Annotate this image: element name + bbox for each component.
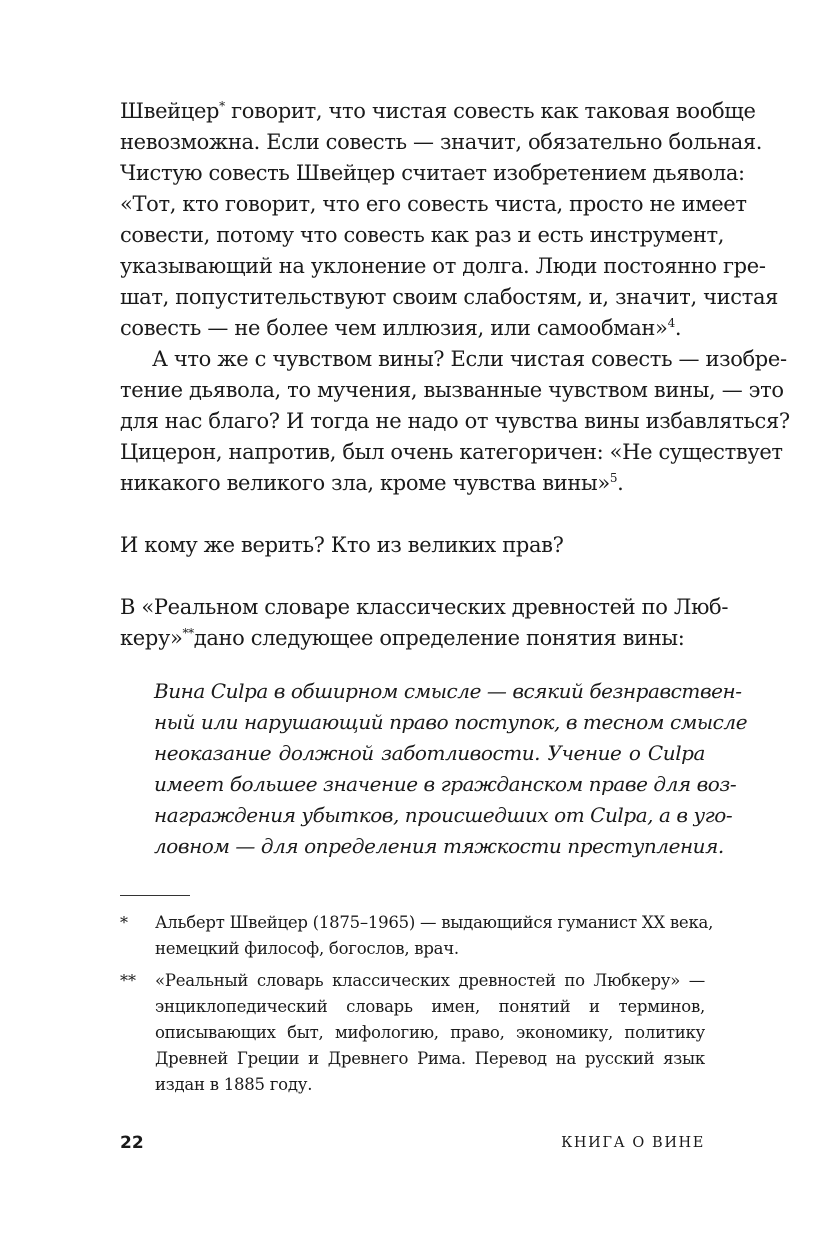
page-number: 22 [120, 1133, 144, 1153]
quote-line: Вина Culpa в обширном смысле — всякий безнравствен- [154, 679, 742, 703]
quote-line: неоказание должной заботливости. Учение о Culpa [154, 741, 705, 765]
footnote-line: издан в 1885 году. [155, 1075, 313, 1094]
endnote-ref: 4 [667, 316, 675, 330]
footnote-divider [120, 895, 190, 896]
text-line: для нас благо? И тогда не надо от чувства вины избавляться? [120, 409, 790, 433]
footnote-line: описывающих быт, мифологию, право, экономику, политику [155, 1023, 705, 1042]
footnote-2-mark: ** [120, 971, 136, 990]
text-line [120, 313, 705, 344]
footnote-line: немецкий философ, богослов, врач. [155, 939, 459, 958]
quote-line: ный или нарушающий право поступок, в тесном смысле [154, 710, 748, 734]
footnote-line: «Реальный словарь классических древностей по Любкеру» — [155, 971, 705, 990]
quote-line: награждения убытков, происшедших от Culpa, а в уго- [154, 803, 733, 827]
paragraph-2 [120, 344, 790, 499]
text-line: А что же с чувством вины? Если чистая совесть — изобре- [152, 347, 787, 371]
text-line: невозможна. Если совесть — значит, обязательно больная. [120, 130, 763, 154]
quote-line: имеет большее значение в гражданском праве для воз- [154, 772, 737, 796]
footnote-line: Альберт Швейцер (1875–1965) — выдающийся гуманист XX века, [155, 913, 714, 932]
page-body [120, 96, 790, 1104]
text-fragment: никакого великого зла, кроме чувства вины» [120, 471, 610, 495]
text-fragment: Швейцер [120, 99, 220, 123]
text-line [120, 96, 756, 127]
text-line [120, 623, 705, 654]
footnote-line: энциклопедический словарь имен, понятий и терминов, [155, 997, 705, 1016]
text-line: Чистую совесть Швейцер считает изобретением дьявола: [120, 161, 745, 185]
text-line: совести, потому что совесть как раз и есть инструмент, [120, 223, 725, 247]
text-line: указывающий на уклонение от долга. Люди постоянно гре- [120, 254, 766, 278]
footnote-2 [120, 968, 705, 1098]
footnote-mark: ** [182, 626, 194, 640]
text-fragment: совесть — не более чем иллюзия, или самообман» [120, 316, 668, 340]
text-line: «Тот, кто говорит, что его совесть чиста, просто не имеет [120, 192, 747, 216]
text-fragment: керу» [120, 626, 183, 650]
text-line: Цицерон, напротив, был очень категоричен: «Не существует [120, 440, 783, 464]
text-fragment: говорит, что чистая совесть как таковая вообще [224, 99, 756, 123]
paragraph-gap [120, 499, 705, 530]
text-fragment: дано следующее определение понятия вины: [193, 626, 685, 650]
paragraph-gap [120, 561, 705, 592]
text-line: И кому же верить? Кто из великих прав? [120, 533, 564, 557]
text-line: тение дьявола, то мучения, вызванные чувством вины, — это [120, 378, 784, 402]
footnote-mark: * [219, 99, 225, 113]
text-line: В «Реальном словаре классических древностей по Люб- [120, 595, 729, 619]
footnote-line: Древней Греции и Древнего Рима. Перевод на русский язык [155, 1049, 705, 1068]
text-fragment: . [674, 316, 682, 340]
paragraph-3 [120, 530, 705, 561]
text-line: шат, попустительствуют своим слабостям, и, значит, чистая [120, 285, 779, 309]
running-head: КНИГА О ВИНЕ [561, 1135, 705, 1151]
endnote-ref: 5 [609, 471, 618, 485]
text-line [120, 468, 705, 499]
footnote-1 [120, 910, 714, 962]
paragraph-1 [120, 96, 779, 344]
footnote-1-mark: * [120, 913, 128, 932]
text-fragment: . [617, 471, 624, 495]
block-quote [120, 676, 748, 862]
paragraph-4 [120, 592, 729, 654]
quote-line: ловном — для определения тяжкости преступления. [154, 834, 724, 858]
